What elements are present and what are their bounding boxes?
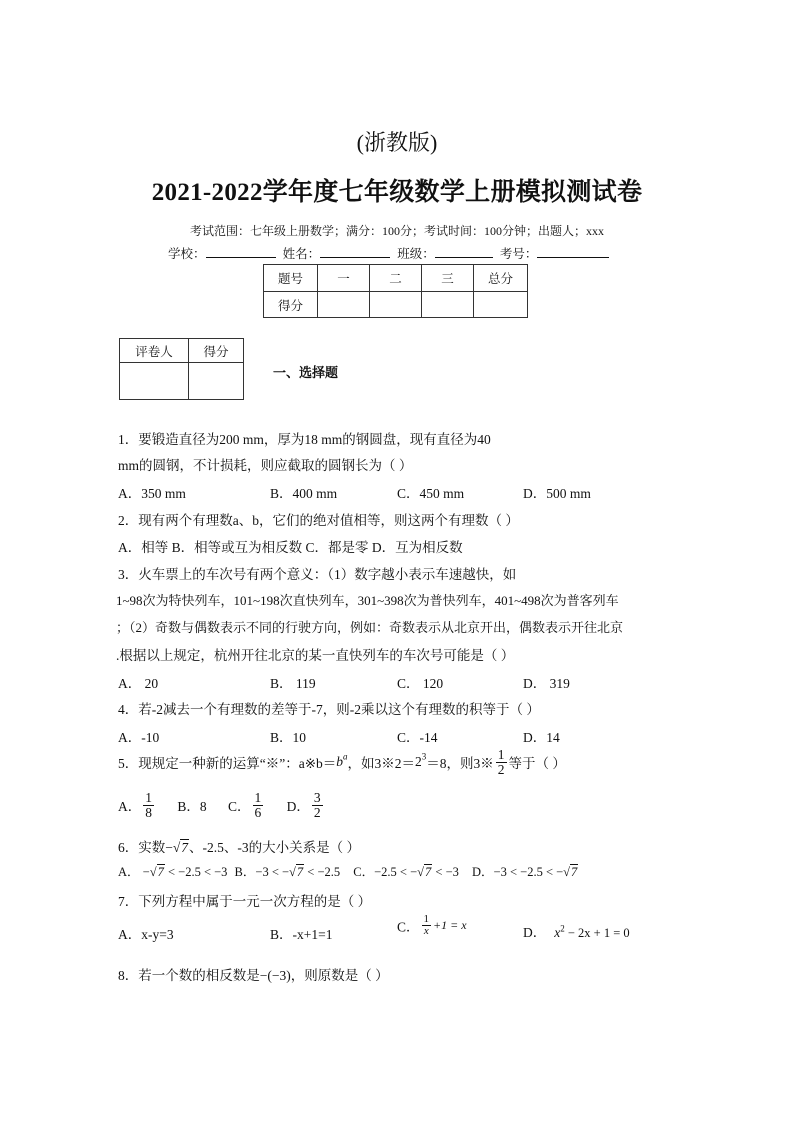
question-3-option-d[interactable]: D． 319 xyxy=(523,676,570,691)
question-3-line-4: .根据以上规定，杭州开往北京的某一直快列车的车次号可能是（ ） xyxy=(116,648,515,663)
q5-example-base: 2 xyxy=(415,754,422,769)
sqrt-symbol: √ xyxy=(149,865,157,879)
q7-opt-d-label: D． xyxy=(523,925,547,940)
q7-opt-c-den: x xyxy=(423,925,429,937)
score-cell[interactable] xyxy=(422,292,474,318)
score-table-header: 二 xyxy=(370,265,422,292)
q5-opt-a-fraction xyxy=(143,791,154,819)
student-fields xyxy=(168,244,609,262)
q6-opt-a-label: A． xyxy=(118,865,140,879)
q6-opt-c-post: < −3 xyxy=(432,865,459,879)
question-6-option-b[interactable] xyxy=(235,865,341,879)
question-7-option-d[interactable] xyxy=(523,921,630,941)
q8-text-b: ，则原数是（ ） xyxy=(290,968,389,983)
question-7-option-c[interactable] xyxy=(397,914,467,937)
q6-text-c: 、-2.5、-3的大小关系是（ ） xyxy=(189,840,361,855)
q5-text-b: ，如3※2＝ xyxy=(347,756,416,771)
grader-cell[interactable] xyxy=(189,363,244,400)
q6-opt-a-pre: − xyxy=(142,865,150,879)
score-cell[interactable] xyxy=(318,292,370,318)
question-5-option-d[interactable] xyxy=(286,790,325,820)
q7-opt-c-label: C． xyxy=(397,919,420,935)
score-cell[interactable] xyxy=(474,292,528,318)
q5-opt-a-den: 8 xyxy=(145,804,152,820)
q8-text-a: 8．若一个数的相反数是 xyxy=(118,968,260,983)
question-6-option-c[interactable] xyxy=(353,865,459,879)
q6-opt-b-pre: −3 < − xyxy=(255,865,290,879)
q5-opt-c-num: 1 xyxy=(254,790,262,805)
q6-opt-d-radicand: 7 xyxy=(571,865,578,879)
grader-table-header-row xyxy=(120,339,244,363)
class-field[interactable] xyxy=(435,244,493,258)
score-table-header: 一 xyxy=(318,265,370,292)
q6-opt-c-label: C． xyxy=(353,865,375,879)
question-3-option-c[interactable]: C． 120 xyxy=(397,676,444,691)
question-7-stem: 7．下列方程中属于一元一次方程的是（ ） xyxy=(118,894,372,909)
grader-table xyxy=(119,338,244,400)
question-4-option-d[interactable]: D．14 xyxy=(523,730,560,745)
school-label: 学校： xyxy=(168,247,206,261)
question-3-line-3: ；（2）奇数与偶数表示不同的行驶方向，例如：奇数表示从北京开出，偶数表示开往北京 xyxy=(116,620,624,635)
exam-number-field[interactable] xyxy=(537,244,609,258)
exam-number-label: 考号： xyxy=(499,247,538,261)
question-4-option-a[interactable]: A．-10 xyxy=(118,730,160,745)
q5-power-base: b xyxy=(336,754,344,769)
q5-text-c: ＝8，则3※ xyxy=(426,756,494,771)
exam-title: 2021-2022学年度七年级数学上册模拟测试卷 xyxy=(151,179,643,206)
q5-fraction xyxy=(496,748,507,776)
question-1-line-1: 1．要锻造直径为200 mm，厚为18 mm的钢圆盘，现有直径为40 xyxy=(118,432,491,447)
sqrt-symbol: √ xyxy=(289,865,296,879)
question-7-option-a[interactable]: A．x-y=3 xyxy=(118,927,174,942)
question-1-option-a[interactable]: A．350 mm xyxy=(118,486,186,501)
score-table xyxy=(263,264,528,318)
sqrt-symbol: √ xyxy=(563,865,571,879)
question-3-line-1: 3．火车票上的车次号有两个意义：（1）数字越小表示车速越快，如 xyxy=(118,567,517,582)
question-5-option-a[interactable] xyxy=(118,790,156,820)
question-2-options[interactable]: A．相等 B．相等或互为相反数 C．都是零 D．互为相反数 xyxy=(118,540,463,555)
question-4-stem: 4．若-2减去一个有理数的差等于-7，则-2乘以这个有理数的积等于（ ） xyxy=(118,702,540,717)
q6-opt-c-radicand: 7 xyxy=(425,865,432,879)
name-field[interactable] xyxy=(320,244,390,258)
q5-opt-d-den: 2 xyxy=(313,804,321,820)
q5-fraction-den: 2 xyxy=(497,761,505,777)
q6-opt-a-radicand: 7 xyxy=(157,865,164,879)
q6-opt-d-pre: −3 < −2.5 < − xyxy=(493,865,564,879)
sqrt-symbol: √ xyxy=(172,840,181,855)
q6-opt-b-label: B． xyxy=(234,865,256,879)
score-row-label: 得分 xyxy=(264,292,318,318)
grader-table-row xyxy=(120,363,244,400)
question-4-option-c[interactable]: C．-14 xyxy=(397,730,438,745)
question-1-option-d[interactable]: D．500 mm xyxy=(523,486,591,501)
question-1-option-c[interactable]: C．450 mm xyxy=(397,486,465,501)
q5-fraction-num: 1 xyxy=(497,747,505,762)
question-3-option-b[interactable]: B． 119 xyxy=(270,676,316,691)
question-6-option-a[interactable] xyxy=(118,864,227,879)
section-title: 一、选择题 xyxy=(273,365,339,380)
q7-opt-d-rest: − 2x + 1 = 0 xyxy=(564,926,630,940)
q5-opt-d-num: 3 xyxy=(313,790,321,805)
school-field[interactable] xyxy=(206,244,276,258)
q5-text-a: 5．现规定一种新的运算“※”：a※b＝ xyxy=(118,756,337,771)
question-3-line-2: 1~98次为特快列车，101~198次直快列车，301~398次为普快列车，401~498次为普客列车 xyxy=(116,593,619,608)
q5-opt-d-fraction xyxy=(312,791,323,819)
question-4-option-b[interactable]: B．10 xyxy=(270,730,307,745)
score-table-header-row xyxy=(264,265,528,292)
q5-opt-a-num: 1 xyxy=(145,790,152,805)
class-label: 班级： xyxy=(397,247,435,261)
q6-opt-b-radicand: 7 xyxy=(296,865,304,879)
grader-header: 得分 xyxy=(189,339,244,363)
question-3-option-a[interactable]: A． 20 xyxy=(118,676,159,691)
q6-text-a: 6．实数 xyxy=(118,840,166,855)
q5-example-exp: 3 xyxy=(421,751,427,762)
q5-opt-c-den: 6 xyxy=(254,804,262,820)
exam-info: 考试范围：七年级上册数学；满分：100分；考试时间：100分钟；出题人；xxx xyxy=(189,224,604,238)
q8-expression: −(−3) xyxy=(259,968,291,983)
q6-minus: − xyxy=(165,840,173,855)
q6-opt-b-post: < −2.5 xyxy=(304,865,341,879)
question-8-stem xyxy=(118,964,389,984)
score-table-row xyxy=(264,292,528,318)
question-6-option-d[interactable] xyxy=(472,865,578,879)
question-5-options xyxy=(118,791,325,819)
q5-power-exp: a xyxy=(343,751,348,762)
q5-opt-c-fraction xyxy=(253,791,264,819)
question-5-stem xyxy=(118,748,566,776)
question-7-option-b[interactable]: B．-x+1=1 xyxy=(270,927,333,942)
score-table-header: 三 xyxy=(422,265,474,292)
q5-text-d: 等于（ ） xyxy=(508,756,566,771)
q6-opt-a-post: < −2.5 < −3 xyxy=(164,865,228,879)
question-6-options xyxy=(118,862,578,880)
q7-opt-c-rest: +1 = x xyxy=(433,918,467,932)
q7-opt-d-exp: 2 xyxy=(560,923,565,934)
question-2-stem: 2．现有两个有理数a、b，它们的绝对值相等，则这两个有理数（ ） xyxy=(118,513,519,528)
question-5-option-b[interactable]: B．8 xyxy=(177,799,207,814)
q6-radicand: 7 xyxy=(181,840,189,855)
score-table-header: 总分 xyxy=(474,265,528,292)
q6-opt-c-pre: −2.5 < − xyxy=(374,865,418,879)
q5-opt-d-label: D． xyxy=(286,799,310,814)
score-cell[interactable] xyxy=(370,292,422,318)
exam-edition-subtitle: (浙教版) xyxy=(356,130,438,155)
q5-opt-a-label: A． xyxy=(118,799,142,814)
q6-opt-d-label: D． xyxy=(472,865,494,879)
question-1-line-2: mm的圆钢，不计损耗，则应截取的圆钢长为（ ） xyxy=(118,458,413,473)
q7-opt-c-fraction xyxy=(422,914,432,937)
question-6-stem xyxy=(118,836,360,856)
q7-opt-c-num: 1 xyxy=(423,913,430,925)
sqrt-symbol: √ xyxy=(417,865,425,879)
grader-header: 评卷人 xyxy=(120,339,189,363)
name-label: 姓名： xyxy=(282,247,321,261)
question-5-option-c[interactable] xyxy=(228,790,265,820)
grader-cell[interactable] xyxy=(120,363,189,400)
q7-opt-d-var: x xyxy=(554,925,561,940)
q5-opt-c-label: C． xyxy=(228,799,251,814)
score-table-header: 题号 xyxy=(264,265,318,292)
question-1-option-b[interactable]: B．400 mm xyxy=(270,486,338,501)
